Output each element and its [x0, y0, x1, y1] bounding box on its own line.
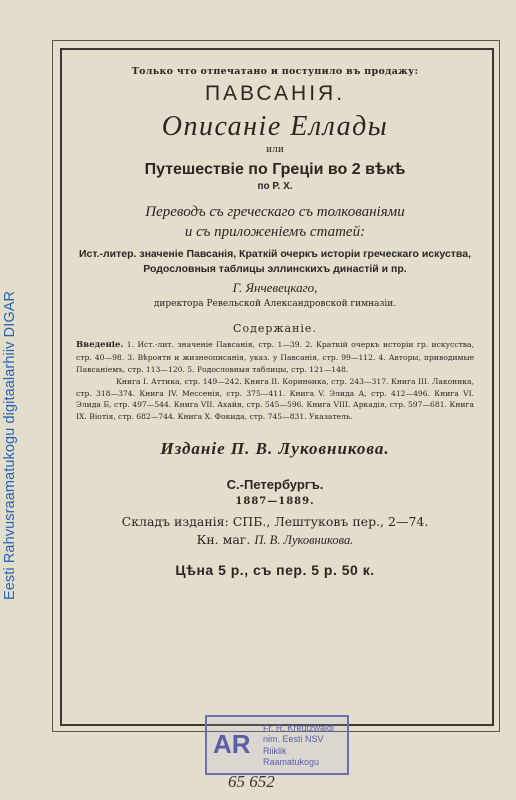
author-name: ПАВСАНІЯ.: [204, 82, 346, 106]
stamp-line-1: Fr. R. Kreutzwaldi: [263, 723, 335, 733]
or-word: или: [266, 145, 284, 156]
stamp-code: AR: [213, 729, 251, 759]
imprint-city: С.-Петербургъ.: [226, 477, 324, 493]
stamp-line-4: Raamatukogu: [263, 756, 320, 767]
contents-books: Книга I. Аттика, стр. 149—242. Книга II. Коринѳика, стр. 243—317. Книга III. Лаконика, стр. 318—374. Книга IV. Мессенія, стр. 375—411. Книга V. Элида А, стр. 412—496. Книга VI. Элида Б, стр. 497—544. Книга VII. Ахайя, стр. 545—596. Книга VIII. Аркадія, стр. 597—681. Книга IX. Віотія, стр. 682—744. Книга X. Фокида, стр. 745—831. Указатель.: [76, 376, 474, 422]
book-title: Описаніе Еллады: [161, 110, 389, 142]
stamp-text: [263, 723, 334, 768]
publisher-line: Изданіе П. В. Луковникова.: [160, 438, 390, 458]
intro-label: Введеніе.: [76, 340, 124, 351]
price-line: Цѣна 5 р., съ пер. 5 р. 50 к.: [175, 561, 375, 578]
book-subtitle: Путешествіе по Греціи во 2 вѣкѣ: [144, 160, 406, 178]
subtitle-era: по Р. X.: [257, 181, 293, 193]
shop-prefix: Кн. маг.: [196, 531, 251, 547]
stamp-line-3: Riiklik: [263, 745, 287, 756]
translator-name: Г. Янчевецкаго,: [232, 279, 318, 295]
contents-heading: Содержаніе.: [233, 321, 317, 335]
inventory-number: 65 652: [228, 772, 275, 791]
appended-essays: Ист.-литер. значеніе Павсанія, Краткій очеркъ исторіи греческаго искуства, Родословныя таблицы эллинскихъ династій и пр.: [78, 248, 471, 276]
title-page: [64, 60, 486, 579]
library-stamp: [205, 715, 349, 775]
imprint-warehouse: Складъ изданія: СПБ., Лештуковъ пер., 2—74.: [121, 513, 429, 529]
contents-intro: [64, 339, 486, 376]
translator-title: директора Ревельской Александровской гимназіи.: [153, 299, 397, 310]
stamp-line-2: nim. Eesti NSV: [263, 734, 324, 745]
imprint-years: 1887—1889.: [235, 495, 315, 507]
sale-notice: Только что отпечатано и поступило въ продажу:: [131, 66, 419, 77]
intro-text: 1. Ист.-лит. значеніе Павсанія, стр. 1—39. 2. Краткій очеркъ исторіи гр. искусства, стр. 40—98. 3. Вѣроятн и жизнеописанія, указ. у Павсанія, стр. 99—112. 4. Авторы, приводимые Павсаніемъ, стр. 113—120. 5. Родословныя таблицы, стр. 121—148.: [76, 340, 474, 375]
translation-line-1: Переводъ съ греческаго съ толкованіями: [145, 204, 405, 221]
shop-name: П. В. Луковникова.: [254, 532, 354, 547]
translation-line-2: и съ приложеніемъ статей:: [184, 224, 366, 241]
imprint-shop: [64, 532, 486, 548]
